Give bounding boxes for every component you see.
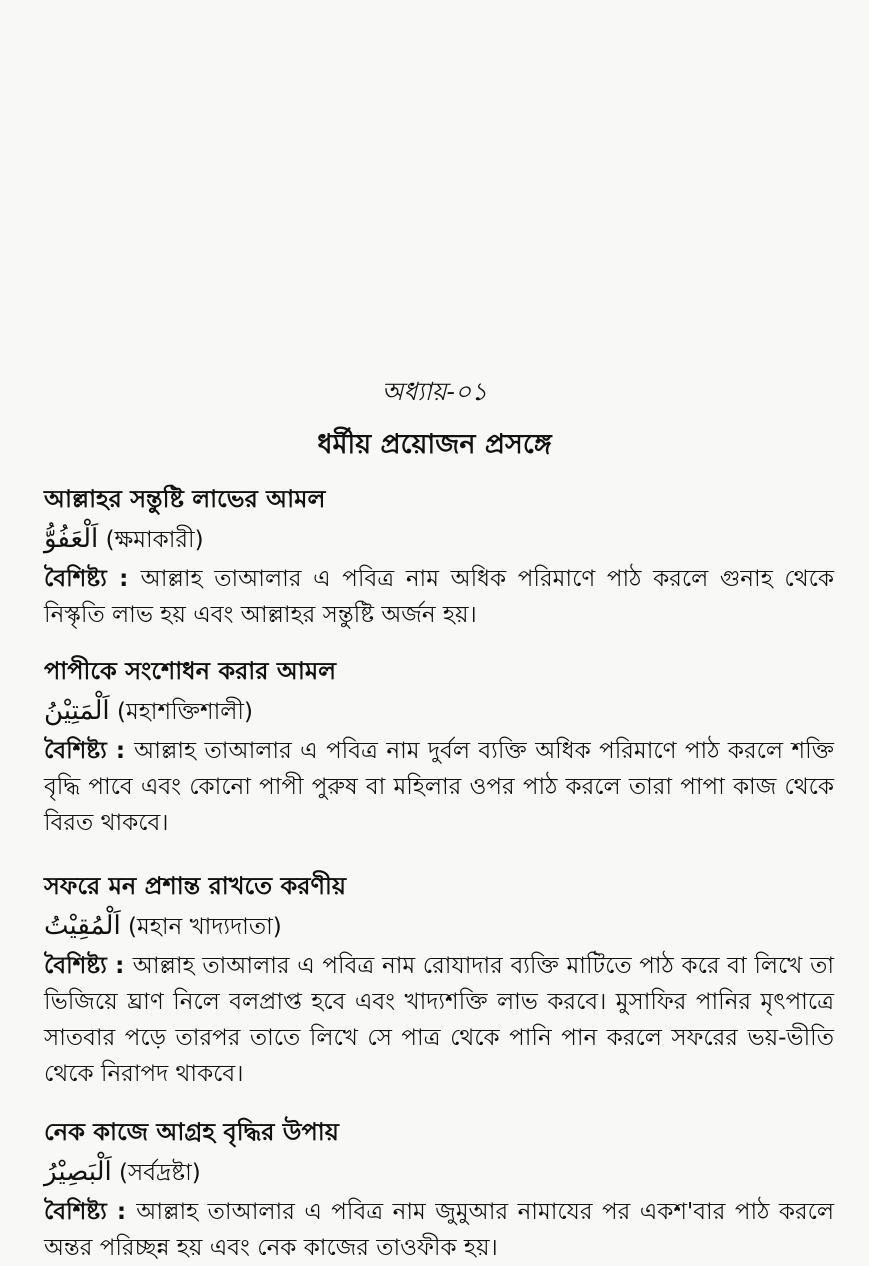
section-heading: আল্লাহর সন্তুষ্টি লাভের আমল <box>44 485 326 513</box>
feature-label: বৈশিষ্ট্য : <box>44 566 141 592</box>
arabic-name: اَلْمُقِيْتُ <box>44 911 121 941</box>
chapter-number: অধ্যায়-০১ <box>381 377 488 406</box>
feature-paragraph <box>44 733 834 841</box>
feature-paragraph <box>44 1194 834 1266</box>
name-meaning: (মহাশক্তিশালী) <box>109 699 253 725</box>
arabic-name: اَلْمَتِيْنُ <box>44 696 110 726</box>
section-heading: সফরে মন প্রশান্ত রাখতে করণীয় <box>44 872 347 900</box>
divine-name-line <box>44 517 834 561</box>
feature-text: আল্লাহ তাআলার এ পবিত্র নাম অধিক পরিমাণে পাঠ করলে গুনাহ থেকে নিস্কৃতি লাভ হয় এবং আল্লাহর সন্তুষ্টি অর্জন হয়। <box>44 566 834 628</box>
feature-paragraph <box>44 948 834 1092</box>
feature-text: আল্লাহ তাআলার এ পবিত্র নাম জুমুআর নামাযের পর একশ'বার পাঠ করলে অন্তর পরিচ্ছন্ন হয় এবং নেক কাজের তাওফীক হয়। <box>44 1199 834 1261</box>
arabic-name: اَلْبَصِيْرُ <box>44 1157 112 1187</box>
section-2 <box>44 653 834 841</box>
divine-name-line <box>44 904 834 948</box>
arabic-name: اَلْعَفُوُّ <box>44 524 99 554</box>
divine-name-line <box>44 689 834 733</box>
feature-text: আল্লাহ তাআলার এ পবিত্র নাম রোযাদার ব্যক্তি মাটিতে পাঠ করে বা লিখে তা ভিজিয়ে ঘ্রাণ নিলে বলপ্রাপ্ত হবে এবং খাদ্যশক্তি লাভ করবে। মুসাফির পানির মৃৎপাত্রে সাতবার পড়ে তারপর তাতে লিখে সে পাত্র থেকে পানি পান করলে সফরের ভয়-ভীতি থেকে নিরাপদ থাকবে। <box>44 953 834 1087</box>
section-heading: পাপীকে সংশোধন করার আমল <box>44 657 337 685</box>
feature-label: বৈশিষ্ট্য : <box>44 953 133 979</box>
feature-label: বৈশিষ্ট্য : <box>44 1199 137 1225</box>
name-meaning: (সর্বদ্রষ্টা) <box>111 1160 201 1186</box>
name-meaning: (ক্ষমাকারী) <box>98 527 204 553</box>
section-1 <box>44 481 834 633</box>
section-heading: নেক কাজে আগ্রহ বৃদ্ধির উপায় <box>44 1118 339 1146</box>
name-meaning: (মহান খাদ্যদাতা) <box>120 914 282 940</box>
chapter-title: ধর্মীয় প্রয়োজন প্রসঙ্গে <box>317 429 552 460</box>
section-4 <box>44 1114 834 1266</box>
feature-text: আল্লাহ তাআলার এ পবিত্র নাম দুর্বল ব্যক্তি অধিক পরিমাণে পাঠ করলে শক্তি বৃদ্ধি পাবে এবং কোনো পাপী পুরুষ বা মহিলার ওপর পাঠ করলে তারা পাপা কাজ থেকে বিরত থাকবে। <box>44 738 834 836</box>
feature-label: বৈশিষ্ট্য : <box>44 738 135 764</box>
feature-paragraph <box>44 561 834 633</box>
section-3 <box>44 868 834 1092</box>
divine-name-line <box>44 1150 834 1194</box>
